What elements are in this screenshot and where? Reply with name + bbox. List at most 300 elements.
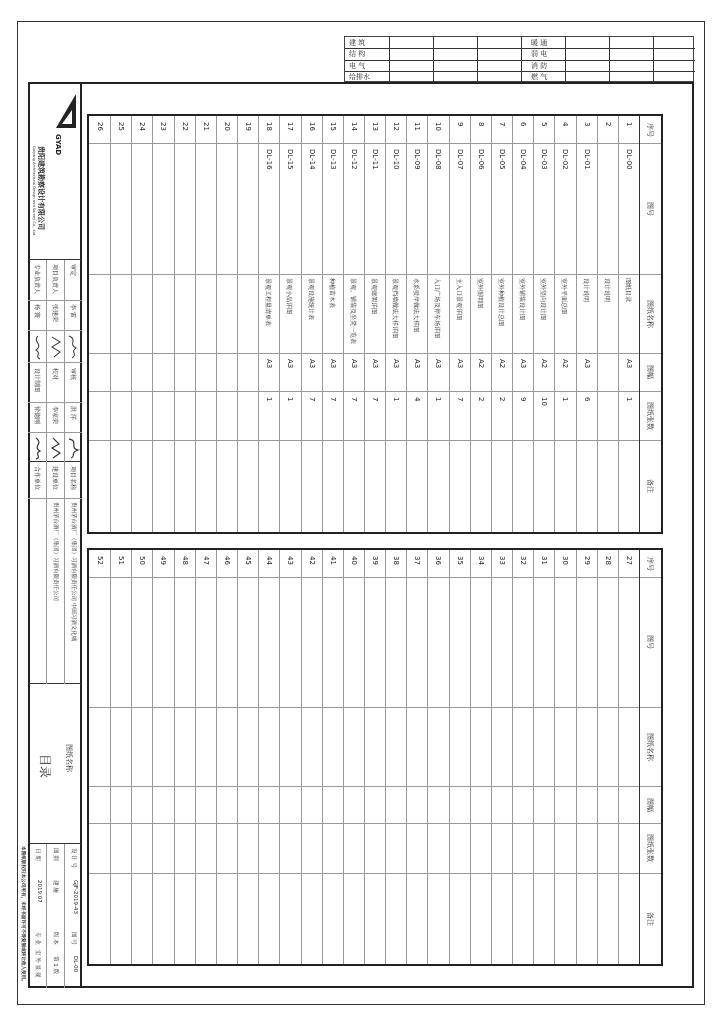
table-cell	[279, 391, 300, 440]
row-divider	[174, 550, 175, 964]
table-cell	[533, 353, 554, 391]
table-cell	[470, 274, 491, 353]
table-cell	[449, 116, 470, 143]
info-category-value: 建 施	[52, 880, 58, 893]
row-number: 5	[540, 122, 548, 127]
table-header-label: 图幅	[646, 797, 654, 812]
logo-wordmark: GYAD	[54, 134, 62, 156]
row-divider	[152, 550, 153, 964]
row-number: 38	[392, 556, 400, 565]
table-cell	[491, 274, 512, 353]
info-design-no-value: GJF-2019-43	[72, 880, 78, 915]
drawing-code: DL-11	[371, 149, 379, 170]
info-discipline-label: 专 业	[34, 932, 40, 945]
sheet-size: A3	[456, 359, 464, 369]
row-number: 19	[244, 122, 252, 131]
role-name: 张建荣	[51, 304, 58, 323]
table-cell	[512, 353, 533, 391]
table-cell	[554, 143, 575, 274]
table-cell	[89, 550, 110, 577]
table-cell	[279, 116, 300, 143]
row-number: 15	[329, 122, 337, 131]
row-divider	[258, 550, 259, 964]
table-cell	[301, 274, 322, 353]
row-divider	[237, 116, 238, 532]
table-header-label: 图纸张数	[646, 834, 654, 862]
row-number: 32	[519, 556, 527, 565]
row-number: 18	[265, 122, 273, 131]
row-number: 10	[434, 122, 442, 131]
sheet-size: A2	[498, 359, 506, 369]
table-cell	[449, 550, 470, 577]
row-divider	[554, 550, 555, 964]
row-number: 45	[244, 556, 252, 565]
table-cell	[491, 550, 512, 577]
row-divider	[618, 550, 619, 964]
sheet-count: 7	[308, 397, 316, 402]
row-number: 3	[583, 122, 591, 127]
signoff-label: 暖 通	[531, 39, 548, 47]
info-date-label: 日 期	[34, 848, 40, 861]
signoff-label: 给排水	[349, 73, 370, 81]
table-cell	[385, 550, 406, 577]
table-cell	[576, 353, 597, 391]
row-number: 40	[350, 556, 358, 565]
role-name: 洪 洋	[69, 406, 76, 420]
table-header-cell	[639, 707, 661, 786]
row-number: 30	[561, 556, 569, 565]
table-cell	[618, 550, 639, 577]
table-cell	[343, 391, 364, 440]
table-cell	[237, 550, 258, 577]
row-number: 44	[265, 556, 273, 565]
row-number: 26	[96, 122, 104, 131]
info-version-value: 第 1 版	[52, 956, 58, 974]
sheet-size: A2	[561, 359, 569, 369]
row-number: 31	[540, 556, 548, 565]
table-cell	[470, 353, 491, 391]
table-header-cell	[639, 577, 661, 707]
table-cell	[131, 116, 152, 143]
table-cell	[279, 353, 300, 391]
table-cell	[533, 274, 554, 353]
drawing-name: 景观工程量清单表	[264, 278, 271, 327]
table-header-label: 备注	[646, 479, 654, 493]
table-cell	[364, 274, 385, 353]
table-cell	[258, 391, 279, 440]
table-cell	[597, 550, 618, 577]
sheet-count: 1	[286, 397, 294, 402]
table-cell	[406, 143, 427, 274]
company-logo	[54, 90, 78, 130]
table-header-label: 备注	[646, 911, 654, 926]
table-cell	[322, 116, 343, 143]
sheet-size: A3	[583, 359, 591, 369]
table-cell	[195, 550, 216, 577]
drawing-name: 室外竖向设计图	[539, 278, 546, 321]
sheet-count: 7	[329, 397, 337, 402]
table-header-label: 图幅	[646, 365, 654, 379]
role-name: 杨 寰	[33, 304, 40, 318]
row-number: 20	[223, 122, 231, 131]
role-label: 项目负责人	[51, 264, 58, 295]
table-cell	[576, 143, 597, 274]
table-cell	[554, 116, 575, 143]
drawing-code: DL-14	[308, 149, 316, 170]
row-number: 50	[138, 556, 146, 565]
row-number: 33	[498, 556, 506, 565]
row-divider	[470, 550, 471, 964]
sheet-count: 4	[413, 397, 421, 402]
table-cell	[110, 116, 131, 143]
drawing-name: 水系驳岸做法大样图	[412, 278, 419, 333]
sheet-size: A3	[519, 359, 527, 369]
row-number: 1	[625, 122, 633, 127]
role-label: 校对	[51, 368, 58, 381]
partner-label: 合作单位	[33, 466, 40, 491]
table-cell	[195, 116, 216, 143]
drawing-info-cell	[28, 844, 82, 988]
table-cell	[512, 274, 533, 353]
signoff-label: 建 筑	[349, 39, 366, 47]
info-sheet-no-label: 图 号	[70, 932, 76, 945]
table-cell	[343, 353, 364, 391]
table-header-label: 图纸张数	[646, 401, 654, 430]
table-cell	[279, 143, 300, 274]
copyright-note: 本图纸版权归本公司所有，未经书面许可不得复制或转让他人使用。	[20, 846, 25, 984]
drawing-code: DL-04	[519, 149, 527, 170]
row-number: 27	[625, 556, 633, 565]
info-discipline-value: 室 外 景 观	[34, 950, 40, 978]
sheet-count: 10	[540, 397, 548, 406]
project-cell	[28, 462, 82, 684]
row-divider	[131, 116, 132, 532]
table-cell	[385, 353, 406, 391]
table-cell	[110, 550, 131, 577]
sheet-size: A2	[540, 359, 548, 369]
row-divider	[301, 550, 302, 964]
role-name: 李家荣	[51, 406, 58, 425]
table-cell	[491, 143, 512, 274]
table-cell	[258, 143, 279, 274]
table-cell	[301, 116, 322, 143]
row-number: 2	[604, 122, 612, 127]
sheet-count: 1	[625, 397, 633, 402]
table-cell	[322, 391, 343, 440]
row-divider	[385, 550, 386, 964]
table-cell	[385, 391, 406, 440]
row-divider	[597, 550, 598, 964]
table-cell	[131, 550, 152, 577]
role-name: 徐德刚	[33, 406, 40, 425]
sheet-count: 1	[265, 397, 273, 402]
drawing-name: 室外平面总图	[560, 278, 567, 315]
signoff-label: 电 气	[349, 62, 366, 70]
table-cell	[406, 274, 427, 353]
drawing-code: DL-06	[477, 149, 485, 170]
row-divider	[237, 550, 238, 964]
table-cell	[322, 550, 343, 577]
row-number: 24	[138, 122, 146, 131]
table-header-label: 序号	[646, 556, 654, 571]
drawing-name: 景观设施统计表	[307, 278, 314, 321]
row-divider	[512, 550, 513, 964]
table-cell	[449, 274, 470, 353]
table-cell	[258, 274, 279, 353]
row-number: 7	[498, 122, 506, 127]
sheet-count: 7	[371, 397, 379, 402]
sheet-size: A3	[308, 359, 316, 369]
drawing-title-cell	[28, 684, 82, 844]
sheet-count: 9	[519, 397, 527, 402]
table-header-label: 图纸名称	[646, 732, 654, 761]
table-cell	[512, 116, 533, 143]
table-cell	[322, 143, 343, 274]
info-sheet-no-value: DL-00	[72, 956, 78, 973]
roles-cell	[28, 260, 82, 462]
table-cell	[427, 116, 448, 143]
drawing-name: 室外种植设计总图	[497, 278, 504, 327]
sheet-size: A3	[371, 359, 379, 369]
table-cell	[216, 116, 237, 143]
table-cell	[174, 116, 195, 143]
role-label: 设计制图	[33, 368, 40, 393]
row-divider	[406, 550, 407, 964]
table-cell	[406, 550, 427, 577]
sheet-size: A3	[392, 359, 400, 369]
row-number: 21	[202, 122, 210, 131]
table-cell	[576, 116, 597, 143]
row-number: 14	[350, 122, 358, 131]
table-cell	[576, 274, 597, 353]
row-number: 8	[477, 122, 485, 127]
drawing-name: 室外照明图	[476, 278, 483, 309]
drawing-code: DL-03	[540, 149, 548, 170]
table-cell	[258, 353, 279, 391]
role-label: 审核	[69, 368, 76, 381]
table-cell	[449, 391, 470, 440]
table-cell	[406, 353, 427, 391]
drawing-code: DL-00	[625, 149, 633, 170]
table-cell	[385, 116, 406, 143]
row-number: 22	[181, 122, 189, 131]
sheet-size: A3	[434, 359, 442, 369]
table-cell	[152, 550, 173, 577]
table-cell	[301, 353, 322, 391]
table-cell	[576, 550, 597, 577]
title-block	[28, 82, 82, 988]
project-name-value: 贵州茅台酒厂（集团）习酒有限责任公司 中国习酒文化城	[70, 502, 76, 642]
table-header-cell	[639, 440, 661, 532]
drawing-name: 景观、铺装及坐凳一览表	[349, 278, 356, 345]
drawing-code: DL-02	[561, 149, 569, 170]
table-cell	[491, 116, 512, 143]
table-cell	[554, 274, 575, 353]
table-cell	[576, 391, 597, 440]
table-cell	[618, 116, 639, 143]
table-cell	[427, 391, 448, 440]
row-divider	[449, 550, 450, 964]
sheet-count: 6	[583, 397, 591, 402]
sheet-size: A2	[477, 359, 485, 369]
table-cell	[533, 550, 554, 577]
table-cell	[554, 353, 575, 391]
client-value: 贵州茅台酒厂（集团）习酒有限责任公司	[52, 502, 58, 602]
row-number: 51	[117, 556, 125, 565]
row-divider	[110, 550, 111, 964]
table-cell	[597, 116, 618, 143]
table-header-label: 图号	[646, 201, 654, 216]
table-cell	[89, 116, 110, 143]
sheet-size: A3	[329, 359, 337, 369]
table-header-label: 图号	[646, 635, 654, 649]
row-divider	[343, 550, 344, 964]
company-name: 贵阳建筑勘察设计有限公司	[37, 146, 45, 230]
table-cell	[449, 143, 470, 274]
info-version-label: 版 本	[52, 932, 58, 945]
table-header-cell	[639, 143, 661, 274]
table-cell	[597, 274, 618, 353]
table-cell	[491, 391, 512, 440]
row-number: 34	[477, 556, 485, 565]
table-cell	[301, 143, 322, 274]
table-cell	[343, 116, 364, 143]
row-divider	[364, 550, 365, 964]
table-header-label: 序号	[646, 122, 654, 137]
table-cell	[449, 353, 470, 391]
drawing-name: 图纸目录	[624, 278, 631, 303]
table-cell	[427, 550, 448, 577]
table-cell	[343, 143, 364, 274]
drawing-title-label: 图纸名称	[65, 744, 73, 772]
row-number: 39	[371, 556, 379, 565]
sheet-count: 7	[350, 397, 358, 402]
row-number: 13	[371, 122, 379, 131]
table-cell	[301, 550, 322, 577]
row-number: 25	[117, 122, 125, 131]
drawing-name: 景观小品详图	[285, 278, 292, 315]
row-number: 36	[434, 556, 442, 565]
table-cell	[470, 550, 491, 577]
drawing-code: DL-12	[350, 149, 358, 170]
drawing-name: 设计说明	[603, 278, 610, 303]
table-cell	[343, 550, 364, 577]
logo-cell	[28, 82, 82, 260]
project-name-label: 项目名称	[69, 466, 76, 491]
signoff-strip	[344, 36, 694, 82]
table-cell	[427, 274, 448, 353]
row-divider	[322, 550, 323, 964]
row-divider	[131, 550, 132, 964]
table-header-cell	[639, 391, 661, 440]
table-cell	[258, 116, 279, 143]
table-header-cell	[639, 274, 661, 353]
row-number: 17	[286, 122, 294, 131]
table-cell	[174, 550, 195, 577]
table-header-cell	[639, 786, 661, 823]
table-cell	[512, 550, 533, 577]
row-divider	[174, 116, 175, 532]
row-divider	[533, 550, 534, 964]
row-number: 28	[604, 556, 612, 565]
table-cell	[512, 391, 533, 440]
row-number: 49	[159, 556, 167, 565]
sheet-size: A3	[413, 359, 421, 369]
row-number: 52	[96, 556, 104, 565]
info-design-no-label: 设 计 号	[70, 848, 76, 868]
row-number: 4	[561, 122, 569, 127]
table-cell	[470, 116, 491, 143]
signature-mark	[30, 436, 46, 460]
signature-mark	[66, 334, 82, 360]
table-header-cell	[639, 353, 661, 391]
table-cell	[554, 391, 575, 440]
table-cell	[301, 391, 322, 440]
row-number: 29	[583, 556, 591, 565]
table-cell	[554, 550, 575, 577]
sheet-count: 2	[498, 397, 506, 402]
table-cell	[322, 274, 343, 353]
drawing-name: 室外铺装设计图	[518, 278, 525, 321]
row-number: 43	[286, 556, 294, 565]
drawing-code: DL-13	[329, 149, 337, 170]
drawing-code: DL-09	[413, 149, 421, 170]
drawing-name: 种植苗木表	[328, 278, 335, 309]
row-divider	[195, 116, 196, 532]
table-cell	[491, 353, 512, 391]
row-divider	[427, 550, 428, 964]
table-cell	[470, 391, 491, 440]
table-cell	[364, 116, 385, 143]
table-cell	[406, 391, 427, 440]
table-cell	[618, 274, 639, 353]
table-cell	[237, 116, 258, 143]
row-divider	[216, 116, 217, 532]
row-divider	[195, 550, 196, 964]
row-divider	[491, 550, 492, 964]
drawing-name: 主入口景观详图	[455, 278, 462, 321]
table-cell	[406, 116, 427, 143]
table-cell	[533, 391, 554, 440]
table-cell	[427, 353, 448, 391]
row-number: 42	[308, 556, 316, 565]
drawing-list-table-1	[87, 114, 663, 534]
signature-mark	[30, 334, 46, 360]
role-label: 专业负责人	[33, 264, 40, 295]
drawing-code: DL-16	[265, 149, 273, 170]
row-number: 48	[181, 556, 189, 565]
role-name: 李 雷	[69, 304, 76, 318]
sheet-size: A3	[286, 359, 294, 369]
row-number: 9	[456, 122, 464, 127]
info-date-value: 2019.07	[36, 880, 42, 903]
table-header-label: 图纸名称	[646, 299, 654, 328]
table-cell	[322, 353, 343, 391]
table-header-cell	[639, 823, 661, 873]
row-number: 47	[202, 556, 210, 565]
drawing-code: DL-08	[434, 149, 442, 170]
row-divider	[576, 550, 577, 964]
drawing-name: 景观廊架详图	[370, 278, 377, 315]
row-number: 6	[519, 122, 527, 127]
signature-mark	[66, 436, 82, 460]
drawing-name: 设计说明	[582, 278, 589, 303]
signature-mark	[48, 334, 64, 360]
sheet-size: A3	[265, 359, 273, 369]
client-label: 建设单位	[51, 466, 58, 491]
table-cell	[618, 391, 639, 440]
signoff-label: 弱 电	[531, 50, 548, 58]
